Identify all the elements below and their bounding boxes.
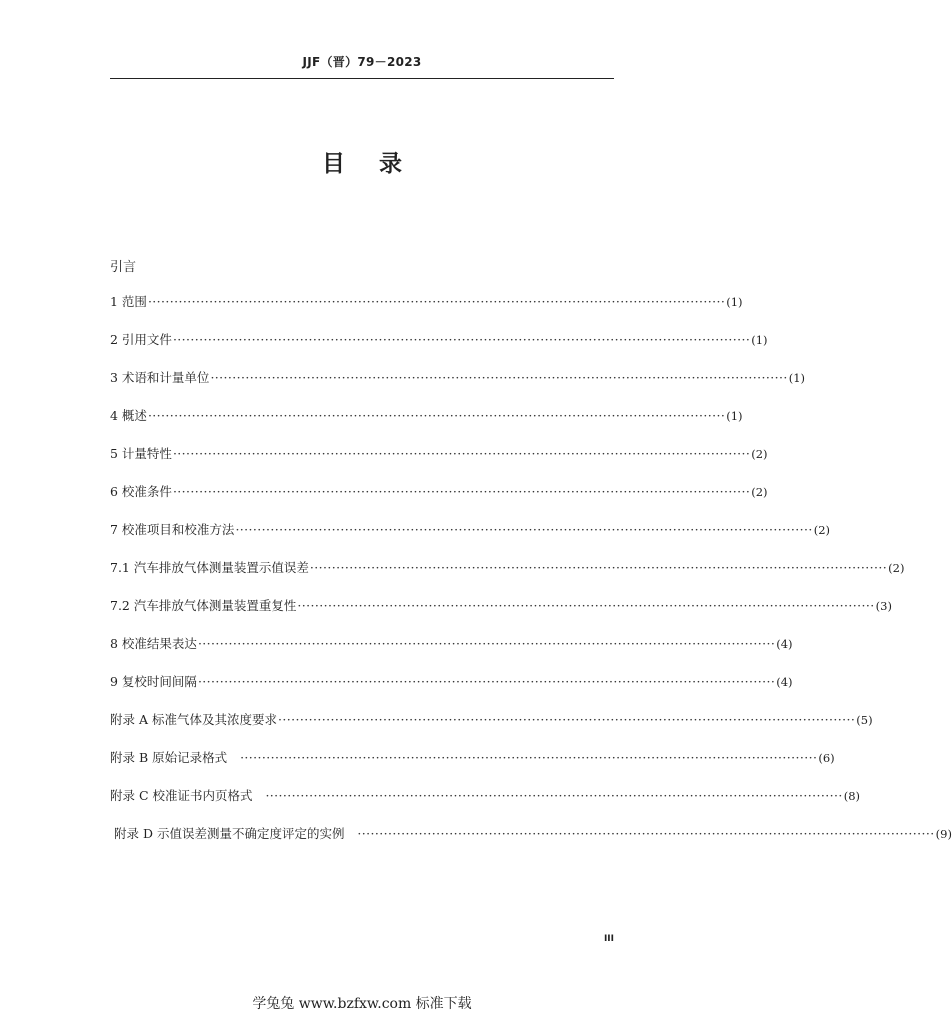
toc-leader-dots: ···································································································································· xyxy=(147,294,726,309)
toc-leader-dots: ···································································································································· xyxy=(172,484,751,499)
toc-entry-label: 附录 D 示值误差测量不确定度评定的实例 xyxy=(110,826,357,841)
toc-leader-dots: ···································································································································· xyxy=(297,598,875,613)
toc-leader-dots: ···································································································································· xyxy=(210,370,788,385)
toc-entry[interactable] xyxy=(110,672,793,692)
toc-leader-dots: ···································································································································· xyxy=(172,332,751,347)
toc-entry[interactable] xyxy=(110,520,831,540)
toc-entry[interactable] xyxy=(110,596,892,616)
toc-entry-page: (1) xyxy=(726,295,743,309)
page-number: III xyxy=(603,934,614,944)
toc-entry-page: (6) xyxy=(818,751,835,765)
toc-leader-dots: ···································································································································· xyxy=(147,408,726,423)
toc-entry-label: 附录 C 校准证书内页格式 xyxy=(110,788,265,803)
toc-leader-dots: ···································································································································· xyxy=(235,522,813,537)
toc-leader-dots: ···································································································································· xyxy=(197,674,776,689)
toc-entry-page: (1) xyxy=(751,333,768,347)
toc-entry-label: 附录 A 标准气体及其浓度要求 xyxy=(110,712,277,727)
toc-entry-label: 6 校准条件 xyxy=(110,484,172,499)
toc-entry-label: 4 概述 xyxy=(110,408,147,423)
toc-entry-page: (2) xyxy=(888,561,905,575)
toc-entry[interactable] xyxy=(110,824,952,844)
toc-entry-label: 7.1 汽车排放气体测量装置示值误差 xyxy=(110,560,309,575)
toc-entry-label: 7.2 汽车排放气体测量装置重复性 xyxy=(110,598,297,613)
toc-entry-label: 3 术语和计量单位 xyxy=(110,370,210,385)
toc-entry[interactable] xyxy=(110,710,873,730)
toc-entry-label: 附录 B 原始记录格式 xyxy=(110,750,240,765)
toc-entry-page: (3) xyxy=(875,599,892,613)
toc-leader-dots: ···································································································································· xyxy=(240,750,818,765)
toc-entry-page: (5) xyxy=(856,713,873,727)
toc-entry[interactable] xyxy=(110,330,768,350)
toc-entry-page: (2) xyxy=(751,485,768,499)
toc-leader-dots: ···································································································································· xyxy=(265,788,843,803)
toc-intro: 引言 xyxy=(110,260,137,275)
toc-entry-page: (1) xyxy=(726,409,743,423)
toc-entry-page: (9) xyxy=(935,827,952,841)
toc-entry-page: (4) xyxy=(776,637,793,651)
page-title: 目录 xyxy=(322,151,436,177)
toc-leader-dots: ···································································································································· xyxy=(197,636,776,651)
toc-leader-dots: ···································································································································· xyxy=(357,826,935,841)
toc-entry-label: 2 引用文件 xyxy=(110,332,172,347)
toc-entry-label: 9 复校时间间隔 xyxy=(110,674,197,689)
toc-leader-dots: ···································································································································· xyxy=(172,446,751,461)
toc-entry[interactable] xyxy=(110,558,905,578)
toc-entry-page: (2) xyxy=(813,523,831,537)
toc-entry[interactable] xyxy=(110,444,768,464)
standard-code-header: JJF（晋）79－2023 xyxy=(302,55,422,69)
toc-entry-page: (2) xyxy=(751,447,768,461)
toc-entry-page: (1) xyxy=(788,371,806,385)
toc-entry-label: 5 计量特性 xyxy=(110,446,172,461)
toc-entry-page: (8) xyxy=(843,789,861,803)
toc-entry[interactable] xyxy=(110,482,768,502)
toc-entry-label: 8 校准结果表达 xyxy=(110,636,197,651)
toc-entry[interactable] xyxy=(110,406,743,426)
toc-entry[interactable] xyxy=(110,292,743,312)
toc-entry[interactable] xyxy=(110,786,861,806)
toc-entry[interactable] xyxy=(110,634,793,654)
toc-leader-dots: ···································································································································· xyxy=(277,712,856,727)
header-divider xyxy=(110,78,614,79)
toc-entry[interactable] xyxy=(110,368,806,388)
toc-entry[interactable] xyxy=(110,748,835,768)
toc-leader-dots: ···································································································································· xyxy=(309,560,888,575)
footer-watermark: 学兔兔 www.bzfxw.com 标准下载 xyxy=(252,996,472,1012)
toc-entry-page: (4) xyxy=(776,675,793,689)
toc-entry-label: 1 范围 xyxy=(110,294,147,309)
toc-entry-label: 7 校准项目和校准方法 xyxy=(110,522,235,537)
